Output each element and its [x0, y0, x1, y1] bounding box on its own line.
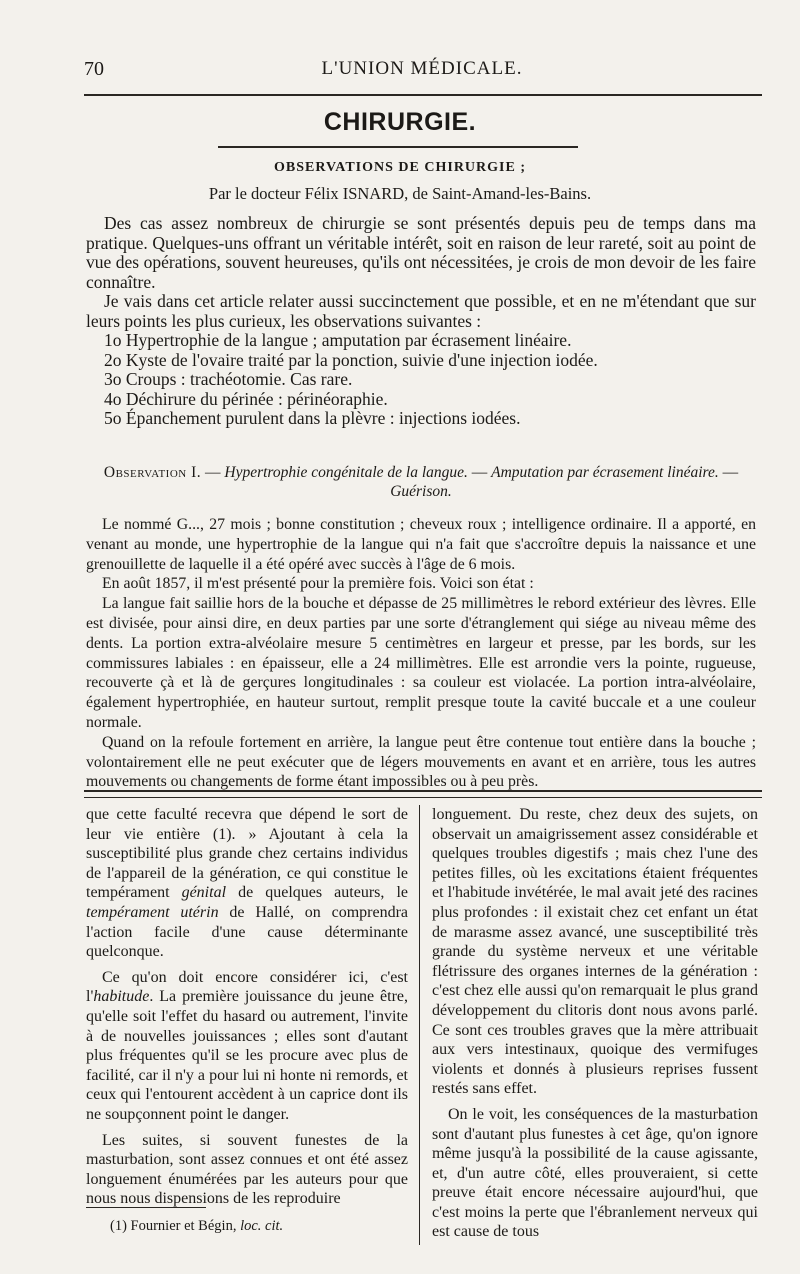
footnote: [110, 1218, 283, 1235]
intro-paragraph: Je vais dans cet article relater aussi succinctement que possible, et en ne m'étendant que sur leurs points les plus curieux, les observations suivantes :: [86, 291, 756, 331]
text-run: . La première jouissance du jeune être, qu'elle soit l'effet du hasard ou autrement, l'invite à de nouvelles jouissances ; elles sont d'autant plus fréquentes qu'il se les procure avec plus de facilité, car il n'y a pour lui ni honte ni remords, et ceux qui l'entourent accèdent à un caprice dont ils ne soupçonnent point le danger.: [86, 988, 408, 1123]
column-paragraph: Les suites, si souvent funestes de la masturbation, sont assez connues et ont été assez longuement énumérées par les auteurs pour que nous nous dispensions de les reproduire: [86, 1131, 408, 1208]
heading-dash: —: [467, 464, 492, 481]
text-run: de Hallé, on comprendra l'action facile d'une cause déterminante quelconque.: [86, 903, 409, 961]
italic-term: génital: [181, 884, 227, 902]
feuilleton-separator: [84, 790, 762, 798]
italic-term: habitude: [93, 988, 150, 1006]
case-paragraph: Le nommé G..., 27 mois ; bonne constitution ; cheveux roux ; intelligence ordinaire. Il a apporté, en venant au monde, une hypertrophie de la langue qui n'a fait que s'accroître depuis la naissance et une grenouillette de laquelle il a été opéré avec succès à l'âge de 6 mois.: [86, 516, 756, 573]
text-run: Ce qu'on doit encore considérer ici, c'est l': [86, 968, 408, 1006]
column-paragraph: longuement. Du reste, chez deux des sujets, on observait un amaigrissement assez considérable et quelques troubles digestifs ; mais chez l'une des petites filles, où les excitations étaient fréquentes et l'habitude invétérée, le mal avait jeté des racines plus profondes : il existait chez cet enfant un état de marasme assez avancé, une susceptibilité très grande du système nerveux et une véritable flétrissure des organes internes de la génération : c'est chez elle aussi qu'on remarquait le plus grand développement du clitoris dont nous avons parlé. Ce sont ces troubles graves que la mère attribuait aux vers intestinaux, quoique des vermifuges violents et donnés à plusieurs reprises fussent restés sans effet.: [432, 806, 758, 1098]
footnote-text: (1) Fournier et Bégin,: [110, 1218, 241, 1234]
running-title: L'UNION MÉDICALE.: [321, 58, 523, 79]
intro-section: [86, 214, 756, 429]
column-paragraph: [86, 805, 408, 962]
column-paragraph: On le voit, les conséquences de la masturbation sont d'autant plus funestes à cet âge, qu'on ignore même jusqu'à la possibilité de la cause agissante, et, d'un autre côté, elles prouveraient, si cette preuve était encore nécessaire aujourd'hui, que c'est moins la perte que l'ébranlement nerveux qui est cause de tous: [432, 1105, 758, 1241]
observation-list-item: 2o Kyste de l'ovaire traité par la ponction, suivie d'une injection iodée.: [104, 349, 598, 370]
observation-list-item: 3o Croups : trachéotomie. Cas rare.: [104, 369, 353, 389]
column-divider: [419, 805, 420, 1245]
case-paragraph: La langue fait saillie hors de la bouche et dépasse de 25 millimètres le rebord extérieur des lèvres. Elle est divisée, pour ainsi dire, en deux parties par une sorte d'étranglement qui siége au niveau même des dents. La portion extra-alvéolaire mesure 5 centimètres en largeur et presse, par les bords, sur les commissures labiales : en épaisseur, elle a 24 millimètres. Elle est arrondie vers la pointe, rugueuse, recouverte çà et là de gerçures longitudinales : sa couleur est violacée. La portion intra-alvéolaire, également hypertrophiée, en hauteur surtout, remplit presque toute la cavité buccale et a une couleur normale.: [86, 595, 756, 731]
column-paragraph: [86, 968, 408, 1125]
observation-label: Observation I.: [103, 464, 202, 481]
text-run: que cette faculté recevra que dépend le sort de leur vie entière (1). » Ajoutant à cela la susceptibilité plus grande chez certains individus de l'appareil de la génération, ce qui constitue le tempérament: [86, 806, 408, 902]
observation-heading: [86, 463, 756, 501]
observation-subtitle: Amputation par écrasement linéaire.: [491, 464, 719, 481]
italic-term: tempérament utérin: [86, 903, 219, 921]
page-number: 70: [84, 58, 104, 80]
article-title: OBSERVATIONS DE CHIRURGIE ;: [274, 160, 526, 175]
observation-list-item: 4o Déchirure du périnée : périnéoraphie.: [104, 388, 388, 409]
observation-list-item: 1o Hypertrophie de la langue ; amputation par écrasement linéaire.: [104, 330, 572, 350]
observations-list: [86, 331, 756, 429]
intro-paragraph: Des cas assez nombreux de chirurgie se sont présentés depuis peu de temps dans ma pratique. Quelques-uns offrant un véritable intérêt, soit en raison de leur rareté, soit au point de vue des opérations, souvent heureuses, qu'ils ont nécessitées, je crois de mon devoir de les faire connaître.: [86, 213, 756, 292]
header-rule: [84, 94, 762, 96]
article-byline: Par le docteur Félix ISNARD, de Saint-Amand-les-Bains.: [208, 184, 592, 203]
heading-dash: —: [201, 464, 225, 481]
text-run: de quelques auteurs, le: [226, 884, 408, 902]
section-rule: [218, 146, 578, 148]
page-header: [84, 58, 760, 88]
heading-dash: —: [718, 464, 739, 481]
case-paragraph: En août 1857, il m'est présenté pour la première fois. Voici son état :: [102, 575, 534, 593]
footnote-citation: loc. cit.: [240, 1218, 284, 1234]
observation-subtitle: Hypertrophie congénitale de la langue.: [224, 464, 468, 481]
observation-subtitle: Guérison.: [390, 483, 452, 500]
left-column: [86, 805, 408, 1215]
right-column: [432, 805, 758, 1248]
section-title: CHIRURGIE.: [323, 108, 477, 136]
observation-list-item: 5o Épanchement purulent dans la plèvre : injections iodées.: [104, 408, 521, 428]
footnote-rule: [86, 1207, 206, 1208]
case-paragraph: Quand on la refoule fortement en arrière, la langue peut être contenue tout entière dans la bouche ; volontairement elle ne peut exécuter que de légers mouvements en avant et en arrière, tous les autres mouvements ou changements de forme étant impossibles ou à peu près.: [86, 733, 756, 791]
case-report: [86, 515, 756, 792]
